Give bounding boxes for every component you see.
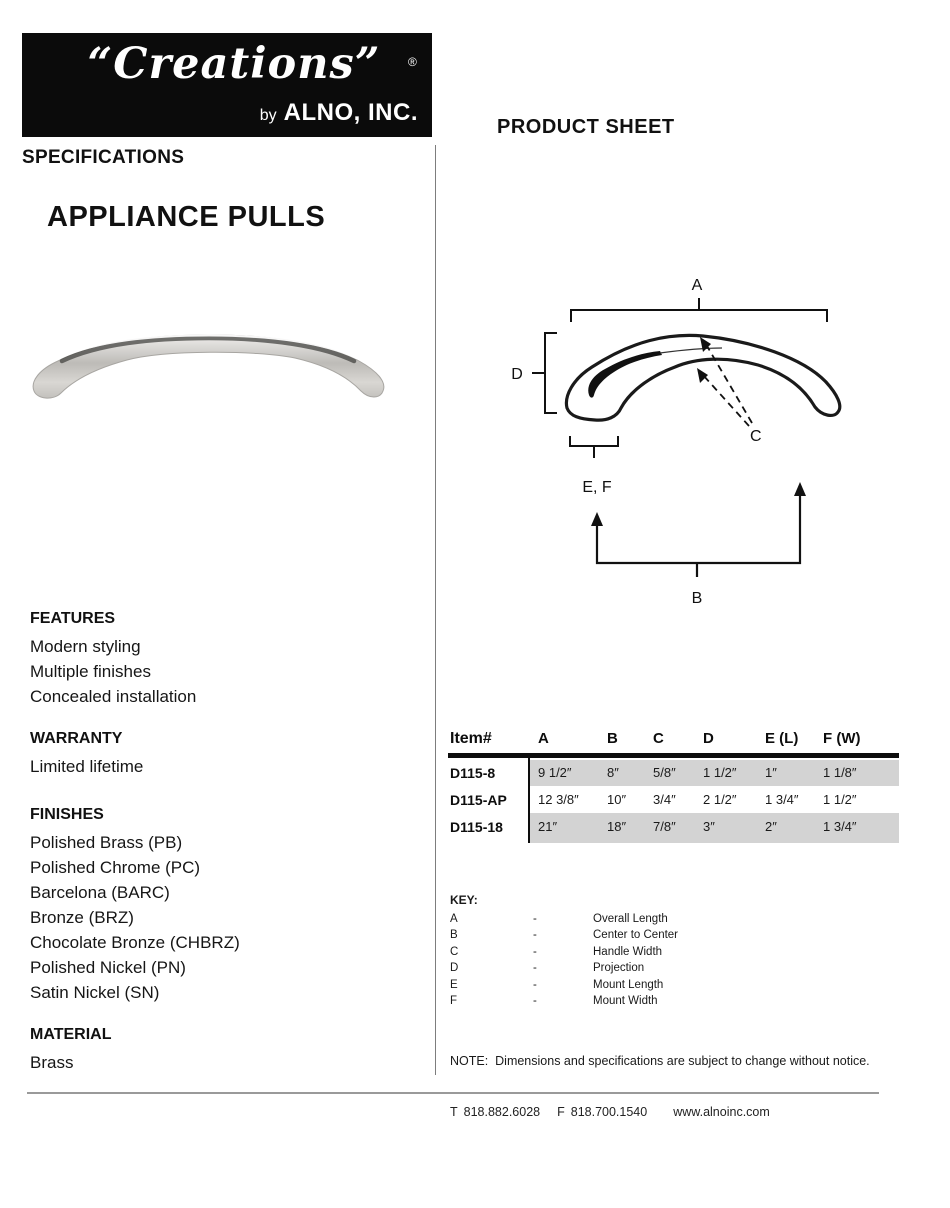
- table-cell: 18″: [607, 819, 627, 834]
- finish-item: Chocolate Bronze (CHBRZ): [30, 933, 240, 952]
- arrow-c-inner-head: [697, 368, 708, 383]
- key-entry: [450, 911, 850, 927]
- dim-label-d: D: [511, 366, 523, 383]
- key-dash: -: [533, 995, 537, 1008]
- item-number: D115-18: [450, 819, 503, 835]
- item-number: D115-8: [450, 765, 496, 781]
- column-header: Item#: [450, 730, 492, 747]
- key-letter: E: [450, 978, 458, 991]
- table-cell: 5/8″: [653, 765, 676, 780]
- pull-handle-body: [33, 335, 384, 398]
- key-letter: B: [450, 929, 458, 942]
- disclaimer-note: NOTE: Dimensions and specifications are subject to change without notice.: [450, 1054, 870, 1068]
- website-url: www.alnoinc.com: [673, 1105, 770, 1119]
- warranty-item: Limited lifetime: [30, 757, 144, 776]
- arrow-b-right-head: [794, 482, 806, 496]
- key-entry: [450, 927, 850, 943]
- features-section: [30, 610, 410, 709]
- page-title: APPLIANCE PULLS: [47, 201, 326, 233]
- key-description: Overall Length: [593, 913, 668, 925]
- key-entry: [450, 944, 850, 960]
- arrow-b-left-head: [591, 512, 603, 526]
- feature-item: Modern styling: [30, 637, 141, 656]
- finish-item: Polished Chrome (PC): [30, 858, 201, 877]
- bracket-a: [571, 298, 827, 322]
- key-description: Center to Center: [593, 929, 679, 942]
- column-header: D: [703, 730, 714, 747]
- key-description: Handle Width: [593, 945, 663, 958]
- table-cell: 2 1/2″: [703, 792, 737, 807]
- logo-by-text: by: [259, 107, 277, 124]
- footer-divider: [27, 1092, 879, 1094]
- key-letter: D: [450, 962, 459, 975]
- bracket-ef: [570, 436, 618, 458]
- table-cell: 3″: [703, 819, 715, 834]
- finish-item: Satin Nickel (SN): [30, 983, 160, 1002]
- key-entry: [450, 960, 850, 976]
- table-cell: 9 1/2″: [538, 765, 572, 780]
- key-letter: A: [450, 913, 458, 925]
- warranty-heading: WARRANTY: [30, 730, 123, 747]
- column-header: C: [653, 730, 664, 747]
- dimension-diagram: [470, 265, 890, 610]
- key-section: [450, 893, 850, 1009]
- logo-byline: [260, 99, 418, 127]
- dim-label-a: A: [691, 277, 703, 294]
- key-description: Mount Width: [593, 995, 658, 1008]
- key-dash: -: [533, 913, 537, 925]
- material-heading: MATERIAL: [30, 1026, 112, 1043]
- finish-item: Barcelona (BARC): [30, 883, 170, 902]
- key-description: Mount Length: [593, 978, 664, 991]
- table-cell: 1 1/2″: [823, 792, 857, 807]
- table-cell: 1″: [765, 765, 777, 780]
- specifications-heading: SPECIFICATIONS: [22, 147, 185, 168]
- key-description: Projection: [593, 962, 645, 975]
- logo-brand-script: “Creations”: [87, 39, 381, 89]
- key-letter: F: [450, 995, 458, 1008]
- warranty-section: [30, 730, 410, 779]
- product-photo: [28, 331, 390, 403]
- finish-item: Polished Nickel (PN): [30, 958, 186, 977]
- dimensions-table: [448, 729, 900, 847]
- creations-logo: [22, 33, 432, 137]
- column-header: E (L): [765, 730, 799, 747]
- table-header-rule: [448, 753, 899, 758]
- dim-label-ef: E, F: [582, 479, 612, 496]
- features-heading: FEATURES: [30, 610, 116, 627]
- table-cell: 3/4″: [653, 792, 676, 807]
- key-heading: KEY:: [450, 893, 478, 907]
- column-header: A: [538, 730, 549, 747]
- finish-item: Bronze (BRZ): [30, 908, 134, 927]
- column-divider: [435, 145, 436, 1075]
- finishes-section: [30, 806, 410, 1005]
- table-cell: 2″: [765, 819, 777, 834]
- product-sheet-heading: PRODUCT SHEET: [497, 116, 675, 138]
- finish-item: Polished Brass (PB): [30, 833, 183, 852]
- key-dash: -: [533, 978, 537, 991]
- table-cell: 7/8″: [653, 819, 676, 834]
- dim-label-b: B: [691, 590, 703, 607]
- table-cell: 1 1/2″: [703, 765, 737, 780]
- fax-number: 818.700.1540: [570, 1105, 648, 1119]
- bracket-d: [532, 333, 557, 413]
- column-header: B: [607, 730, 618, 747]
- fax-label: F: [557, 1105, 565, 1119]
- feature-item: Concealed installation: [30, 687, 197, 706]
- table-cell: 12 3/8″: [538, 792, 579, 807]
- material-section: [30, 1026, 410, 1075]
- footer-contact: [450, 1105, 770, 1119]
- phone-number: 818.882.6028: [463, 1105, 541, 1119]
- column-header: F (W): [823, 730, 861, 747]
- measure-b-lines: [597, 490, 800, 577]
- arrow-c-inner-line: [703, 375, 749, 426]
- key-entry: [450, 993, 850, 1009]
- registered-trademark-icon: ®: [408, 55, 417, 69]
- item-number: D115-AP: [450, 792, 507, 808]
- table-column-rule: [528, 753, 530, 843]
- key-dash: -: [533, 962, 537, 975]
- finishes-heading: FINISHES: [30, 806, 104, 823]
- logo-company-name: ALNO, INC.: [283, 99, 418, 126]
- table-cell: 1 3/4″: [765, 792, 799, 807]
- key-entry: [450, 977, 850, 993]
- phone-label: T: [450, 1105, 458, 1119]
- key-letter: C: [450, 945, 459, 958]
- table-cell: 21″: [538, 819, 558, 834]
- key-dash: -: [533, 945, 537, 958]
- table-cell: 10″: [607, 792, 627, 807]
- feature-item: Multiple finishes: [30, 662, 151, 681]
- material-item: Brass: [30, 1053, 74, 1072]
- table-cell: 1 3/4″: [823, 819, 857, 834]
- table-cell: 8″: [607, 765, 619, 780]
- key-dash: -: [533, 929, 537, 942]
- dim-label-c: C: [750, 428, 762, 445]
- table-cell: 1 1/8″: [823, 765, 857, 780]
